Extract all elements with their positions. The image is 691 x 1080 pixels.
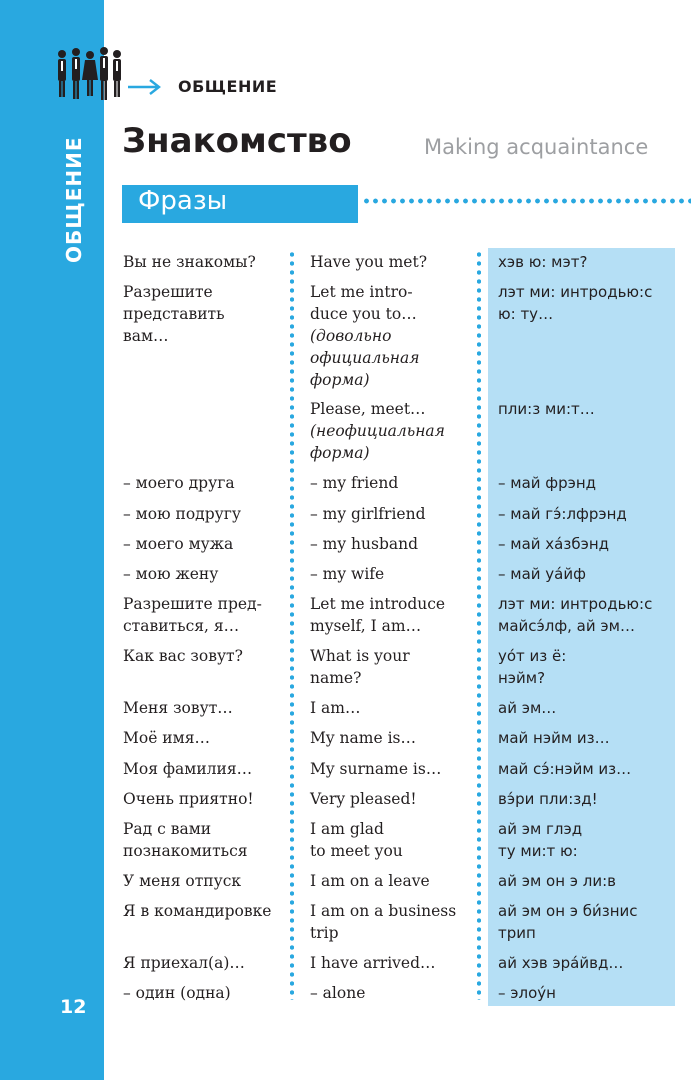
group-of-people-icon xyxy=(52,44,128,106)
section-label: ОБЩЕНИЕ xyxy=(178,77,278,96)
russian-phrase: Очень приятно! xyxy=(123,790,254,808)
russian-phrase: Моё имя… xyxy=(123,729,210,747)
english-phrase: What is your name? xyxy=(310,647,410,687)
page-subtitle: Making acquaintance xyxy=(424,135,649,159)
english-phrase: Very pleased! xyxy=(310,790,417,808)
english-phrase: My surname is… xyxy=(310,760,442,778)
english-phrase: My name is… xyxy=(310,729,416,747)
english-phrase xyxy=(310,281,476,391)
russian-phrase: Меня зовут… xyxy=(123,699,233,717)
russian-phrase: Вы не знакомы? xyxy=(123,253,256,271)
english-phrase: – my friend xyxy=(310,474,399,492)
transcription: май сэ́:нэйм из… xyxy=(498,760,632,778)
english-phrase: I am on a leave xyxy=(310,872,430,890)
russian-phrase: – мою жену xyxy=(123,565,219,583)
russian-phrase: Моя фамилия… xyxy=(123,760,253,778)
russian-phrase: – моего мужа xyxy=(123,535,234,553)
english-phrase: Have you met? xyxy=(310,253,428,271)
transcription: вэ́ри пли:зд! xyxy=(498,790,598,808)
russian-phrase: – мою подругу xyxy=(123,505,241,523)
transcription: – май ха́збэнд xyxy=(498,535,609,553)
russian-phrase: Разрешите пред- ставиться, я… xyxy=(123,595,262,635)
transcription: ай эм он э би́знис трип xyxy=(498,902,638,942)
english-phrase: – my girlfriend xyxy=(310,505,426,523)
usage-note: (неофициальная форма) xyxy=(310,422,445,462)
english-phrase-text: Let me intro- duce you to… xyxy=(310,283,417,323)
arrow-right-icon xyxy=(128,78,162,96)
transcription: уо́т из ё: нэйм? xyxy=(498,647,567,687)
vertical-section-label-text: ОБЩЕНИЕ xyxy=(62,136,86,263)
english-phrase: I am… xyxy=(310,699,361,717)
transcription: ай хэв эра́йвд… xyxy=(498,954,624,972)
transcription: ай эм… xyxy=(498,699,557,717)
phrases-heading-bar xyxy=(122,185,358,223)
russian-phrase: – моего друга xyxy=(123,474,235,492)
russian-phrase: Разрешите представить вам… xyxy=(123,283,225,345)
usage-note: (довольно официальная форма) xyxy=(310,327,420,389)
page-number: 12 xyxy=(60,996,87,1018)
russian-phrase: Как вас зовут? xyxy=(123,647,243,665)
transcription: – элоу́н xyxy=(498,984,556,1002)
english-phrase: I am glad to meet you xyxy=(310,820,403,860)
phrases-heading: Фразы xyxy=(138,186,228,216)
russian-phrase: У меня отпуск xyxy=(123,872,242,890)
english-phrase: – my husband xyxy=(310,535,419,553)
russian-phrase: Я в командировке xyxy=(123,902,272,920)
english-phrase: – my wife xyxy=(310,565,385,583)
transcription: ай эм глэд ту ми:т ю: xyxy=(498,820,583,860)
column-divider xyxy=(477,250,481,1000)
column-divider xyxy=(290,250,294,1000)
transcription: – май уа́йф xyxy=(498,565,586,583)
english-phrase-text: Please, meet… xyxy=(310,400,426,418)
russian-phrase: Я приехал(а)… xyxy=(123,954,245,972)
vertical-section-label xyxy=(54,136,94,263)
english-phrase: I have arrived… xyxy=(310,954,436,972)
russian-phrase: Рад с вами познакомиться xyxy=(123,820,248,860)
dotted-rule xyxy=(362,198,691,204)
transcription: лэт ми: интродью:с майсэ́лф, ай эм… xyxy=(498,595,653,635)
transcription: – май фрэнд xyxy=(498,474,597,492)
russian-phrase: – один (одна) xyxy=(123,984,231,1002)
transcription: пли:з ми:т… xyxy=(498,400,595,418)
transcription: – май гэ́:лфрэнд xyxy=(498,505,627,523)
transcription: май нэйм из… xyxy=(498,729,610,747)
transcription: хэв ю: мэт? xyxy=(498,253,588,271)
page-title: Знакомство xyxy=(122,121,352,161)
english-phrase xyxy=(310,398,476,464)
english-phrase: – alone xyxy=(310,984,366,1002)
transcription: ай эм он э ли:в xyxy=(498,872,617,890)
transcription: лэт ми: интродью:с ю: ту… xyxy=(498,283,653,323)
english-phrase: Let me introduce myself, I am… xyxy=(310,595,446,635)
english-phrase: I am on a business trip xyxy=(310,902,457,942)
